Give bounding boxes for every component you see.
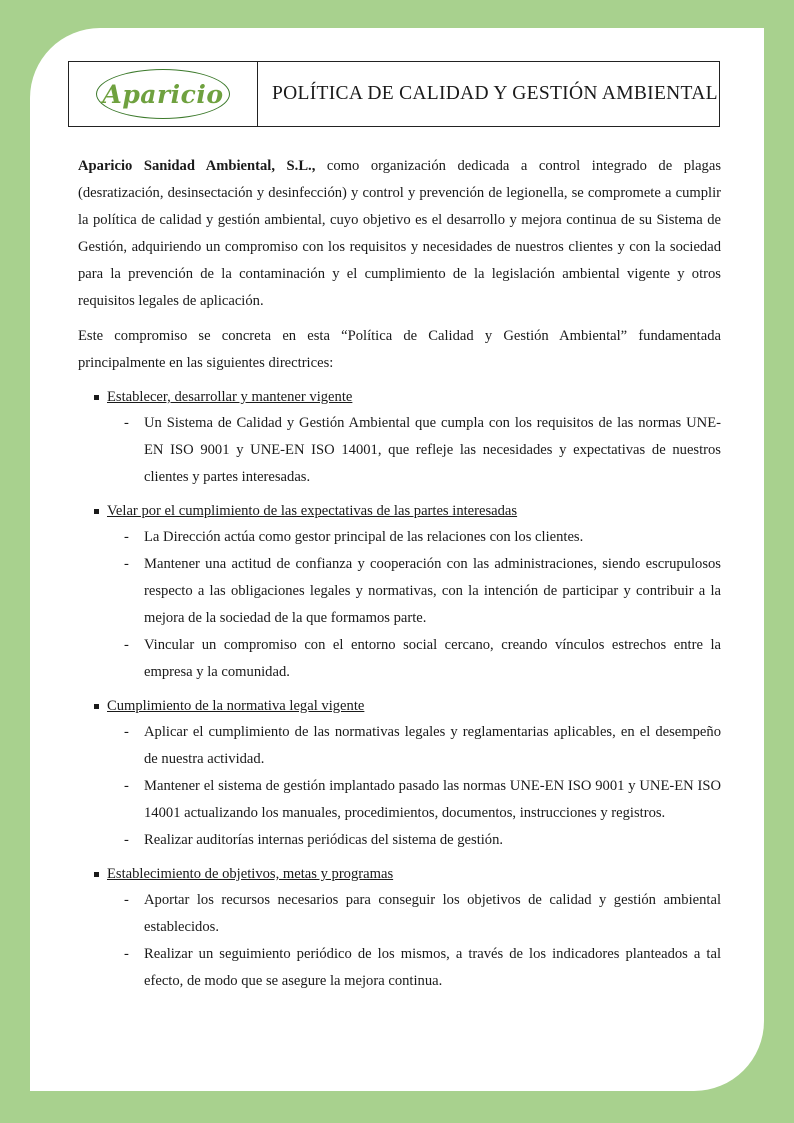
bullet-square-icon [94, 509, 99, 514]
list-item: - Mantener el sistema de gestión implantado pasado las normas UNE-EN ISO 9001 y UNE-EN ISO 14001 actualizando los manuales, procedimientos, documentos, instrucciones y registros. [124, 773, 721, 827]
dash-icon: - [124, 832, 129, 848]
intro-text: como organización dedicada a control integrado de plagas (desratización, desinsectación y desinfección) y control y prevención de legionella, se compromete a cumplir la política de calidad y gestión ambiental, cuyo objetivo es el desarrollo y mejora continua de su Sistema de Gestión, adquiriendo un compromiso con los requisitos y necesidades de nuestros clientes y con la sociedad para la prevención de la contaminación y el cumplimiento de la legislación ambiental vigente y otros requisitos legales de aplicación. [78, 158, 722, 309]
list-item: - Realizar un seguimiento periódico de los mismos, a través de los indicadores planteados a tal efecto, de modo que se asegure la mejora continua. [124, 941, 721, 995]
list-item: - Realizar auditorías internas periódicas del sistema de gestión. [124, 827, 721, 854]
dash-icon: - [124, 637, 129, 653]
document-body [78, 153, 721, 995]
company-name: Aparicio Sanidad Ambiental, S.L., [78, 158, 316, 174]
dash-icon: - [124, 946, 129, 962]
list-item: - Aplicar el cumplimiento de las normativas legales y reglamentarias aplicables, en el desempeño de nuestra actividad. [124, 719, 721, 773]
bullet-square-icon [94, 872, 99, 877]
dash-icon: - [124, 415, 129, 431]
document-header [68, 61, 720, 127]
dash-icon: - [124, 778, 129, 794]
intro-paragraph [78, 153, 721, 315]
section-title: Cumplimiento de la normativa legal vigente [107, 698, 365, 714]
commitment-paragraph: Este compromiso se concreta en esta “Política de Calidad y Gestión Ambiental” fundamentada principalmente en las siguientes directrices: [78, 328, 721, 371]
section-4 [78, 862, 721, 995]
bullet-square-icon [94, 704, 99, 709]
section-title: Velar por el cumplimiento de las expectativas de las partes interesadas [107, 503, 518, 519]
bullet-square-icon [94, 395, 99, 400]
section-3 [78, 694, 721, 854]
list-item: - Un Sistema de Calidad y Gestión Ambiental que cumpla con los requisitos de las normas UNE-EN ISO 9001 y UNE-EN ISO 14001, que refleje las necesidades y expectativas de nuestros clientes y partes interesadas. [124, 410, 721, 491]
dash-icon: - [124, 892, 129, 908]
list-item: - Aportar los recursos necesarios para conseguir los objetivos de calidad y gestión ambiental establecidos. [124, 887, 721, 941]
document-page [30, 28, 764, 1091]
document-title: POLÍTICA DE CALIDAD Y GESTIÓN AMBIENTAL [272, 83, 718, 104]
list-item: - Vincular un compromiso con el entorno social cercano, creando vínculos estrechos entre la empresa y la comunidad. [124, 632, 721, 686]
section-title: Establecimiento de objetivos, metas y programas [107, 866, 394, 882]
logo-cell [69, 62, 258, 126]
section-1 [78, 385, 721, 491]
logo-text: Aparicio [102, 79, 224, 109]
list-item: - La Dirección actúa como gestor principal de las relaciones con los clientes. [124, 524, 721, 551]
dash-icon: - [124, 529, 129, 545]
dash-icon: - [124, 724, 129, 740]
company-logo [96, 69, 230, 119]
section-2 [78, 499, 721, 686]
section-title: Establecer, desarrollar y mantener vigente [107, 389, 353, 405]
list-item: - Mantener una actitud de confianza y cooperación con las administraciones, siendo escrupulosos respecto a las obligaciones legales y normativas, con la intención de participar y contribuir a la mejora de la sociedad de la que formamos parte. [124, 551, 721, 632]
dash-icon: - [124, 556, 129, 572]
